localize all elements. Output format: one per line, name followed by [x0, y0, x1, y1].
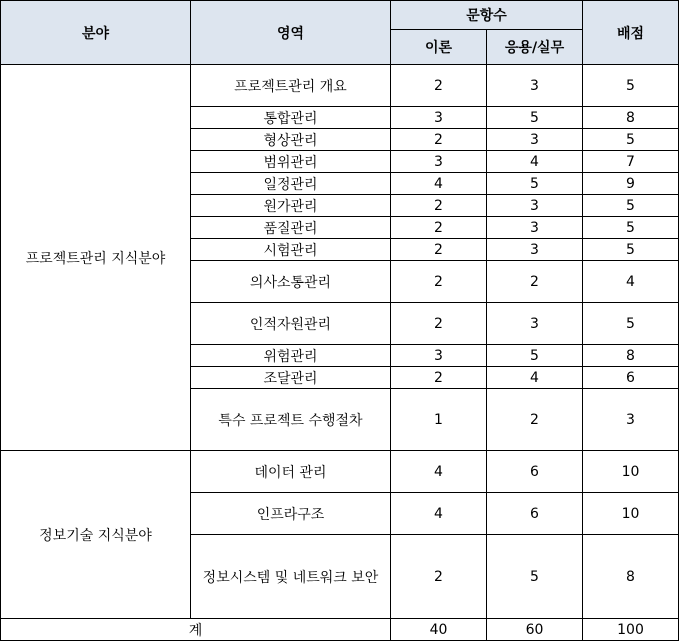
practice-cell: 3	[487, 217, 583, 239]
practice-cell: 5	[487, 345, 583, 367]
score-cell: 9	[583, 173, 679, 195]
practice-cell: 5	[487, 535, 583, 619]
score-cell: 6	[583, 367, 679, 389]
table-row	[1, 65, 679, 107]
theory-cell: 3	[391, 345, 487, 367]
theory-cell: 2	[391, 303, 487, 345]
theory-cell: 2	[391, 129, 487, 151]
theory-cell: 2	[391, 239, 487, 261]
area-cell: 형상관리	[191, 129, 391, 151]
area-cell: 조달관리	[191, 367, 391, 389]
area-cell: 시험관리	[191, 239, 391, 261]
header-practice: 응용/실무	[487, 30, 583, 65]
total-theory: 40	[391, 619, 487, 641]
theory-cell: 3	[391, 107, 487, 129]
theory-cell: 2	[391, 217, 487, 239]
score-cell: 5	[583, 303, 679, 345]
area-cell: 인프라구조	[191, 493, 391, 535]
practice-cell: 3	[487, 239, 583, 261]
table-row	[1, 451, 679, 493]
area-cell: 품질관리	[191, 217, 391, 239]
theory-cell: 2	[391, 535, 487, 619]
total-score: 100	[583, 619, 679, 641]
area-cell: 특수 프로젝트 수행절차	[191, 389, 391, 451]
practice-cell: 4	[487, 367, 583, 389]
area-cell: 통합관리	[191, 107, 391, 129]
group-name: 프로젝트관리 지식분야	[1, 65, 191, 451]
score-cell: 4	[583, 261, 679, 303]
area-cell: 범위관리	[191, 151, 391, 173]
practice-cell: 5	[487, 107, 583, 129]
area-cell: 정보시스템 및 네트워크 보안	[191, 535, 391, 619]
score-cell: 8	[583, 535, 679, 619]
total-label: 계	[1, 619, 391, 641]
theory-cell: 2	[391, 195, 487, 217]
score-cell: 5	[583, 217, 679, 239]
group-name: 정보기술 지식분야	[1, 451, 191, 619]
theory-cell: 2	[391, 65, 487, 107]
header-theory: 이론	[391, 30, 487, 65]
practice-cell: 5	[487, 173, 583, 195]
practice-cell: 6	[487, 493, 583, 535]
score-cell: 7	[583, 151, 679, 173]
area-cell: 프로젝트관리 개요	[191, 65, 391, 107]
header-field: 분야	[1, 1, 191, 65]
header-area: 영역	[191, 1, 391, 65]
score-cell: 8	[583, 107, 679, 129]
practice-cell: 3	[487, 129, 583, 151]
score-cell: 5	[583, 65, 679, 107]
score-cell: 10	[583, 493, 679, 535]
practice-cell: 6	[487, 451, 583, 493]
total-practice: 60	[487, 619, 583, 641]
practice-cell: 2	[487, 389, 583, 451]
practice-cell: 2	[487, 261, 583, 303]
area-cell: 의사소통관리	[191, 261, 391, 303]
practice-cell: 3	[487, 65, 583, 107]
score-cell: 5	[583, 195, 679, 217]
header-questions: 문항수	[391, 1, 583, 30]
area-cell: 데이터 관리	[191, 451, 391, 493]
theory-cell: 2	[391, 367, 487, 389]
score-cell: 5	[583, 129, 679, 151]
area-cell: 일정관리	[191, 173, 391, 195]
area-cell: 원가관리	[191, 195, 391, 217]
practice-cell: 3	[487, 303, 583, 345]
area-cell: 인적자원관리	[191, 303, 391, 345]
theory-cell: 4	[391, 451, 487, 493]
theory-cell: 2	[391, 261, 487, 303]
total-row	[1, 619, 679, 641]
score-cell: 5	[583, 239, 679, 261]
theory-cell: 3	[391, 151, 487, 173]
score-cell: 8	[583, 345, 679, 367]
score-cell: 10	[583, 451, 679, 493]
practice-cell: 3	[487, 195, 583, 217]
theory-cell: 4	[391, 493, 487, 535]
practice-cell: 4	[487, 151, 583, 173]
header-score: 배점	[583, 1, 679, 65]
area-cell: 위험관리	[191, 345, 391, 367]
theory-cell: 1	[391, 389, 487, 451]
score-cell: 3	[583, 389, 679, 451]
theory-cell: 4	[391, 173, 487, 195]
